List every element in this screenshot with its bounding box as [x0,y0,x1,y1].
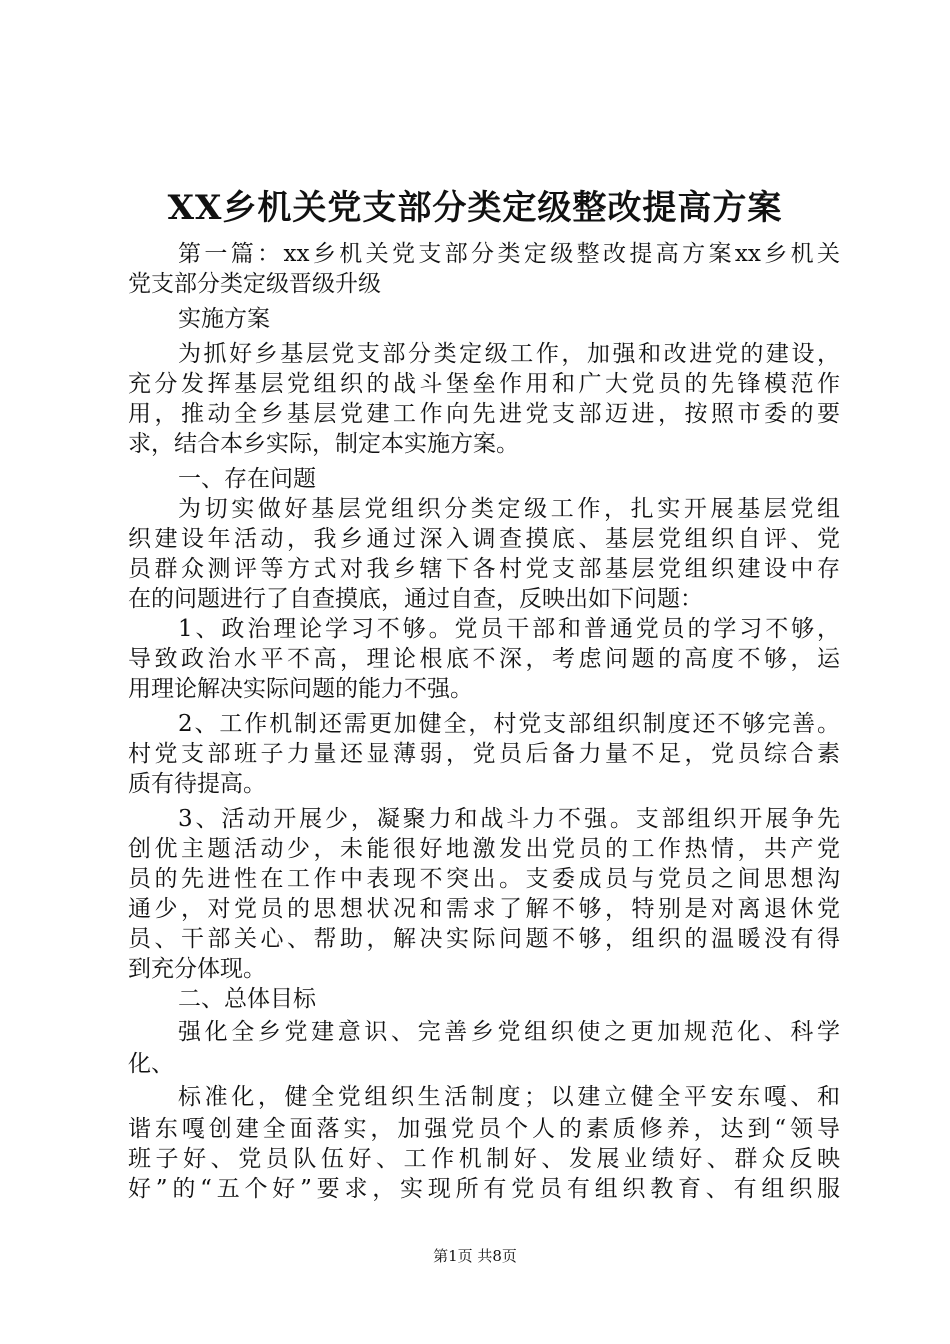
paragraph-line: 为切实做好基层党组织分类定级工作，扎实开展基层党组 [178,496,840,522]
page-title: XX乡机关党支部分类定级整改提高方案 [167,188,783,228]
paragraph-line: 充分发挥基层党组织的战斗堡垒作用和广大党员的先锋模范作 [128,371,840,397]
paragraph-line: 二、总体目标 [178,986,316,1012]
paragraph-line: 班子好、党员队伍好、工作机制好、发展业绩好、群众反映 [128,1146,840,1172]
paragraph-line: 员的先进性在工作中表现不突出。支委成员与党员之间思想沟 [128,866,840,892]
paragraph-line: 求，结合本乡实际，制定本实施方案。 [128,431,519,457]
paragraph-line: 好”的“五个好”要求，实现所有党员有组织教育、有组织服 [128,1176,840,1202]
paragraph-line: 导致政治水平不高，理论根底不深，考虑问题的高度不够，运 [128,646,840,672]
paragraph-line: 3、活动开展少，凝聚力和战斗力不强。支部组织开展争先 [178,806,840,832]
paragraph-line: 用，推动全乡基层党建工作向先进党支部迈进，按照市委的要 [128,401,840,427]
paragraph-line: 村党支部班子力量还显薄弱，党员后备力量不足，党员综合素 [128,741,840,767]
paragraph-line: 织建设年活动，我乡通过深入调查摸底、基层党组织自评、党 [128,526,840,552]
paragraph-line: 员、干部关心、帮助，解决实际问题不够，组织的温暖没有得 [128,926,840,952]
page-footer: 第1页 共8页 [433,1247,517,1265]
paragraph-line: 到充分体现。 [128,956,266,982]
paragraph-line: 2、工作机制还需更加健全，村党支部组织制度还不够完善。 [178,711,840,737]
paragraph-line: 第一篇：xx乡机关党支部分类定级整改提高方案xx乡机关 [178,241,840,267]
paragraph-line: 1、政治理论学习不够。党员干部和普通党员的学习不够， [178,616,840,642]
paragraph-line: 为抓好乡基层党支部分类定级工作，加强和改进党的建设， [178,341,840,367]
paragraph-line: 标准化，健全党组织生活制度；以建立健全平安东嘎、和 [178,1084,840,1110]
paragraph-line: 质有待提高。 [128,771,266,797]
paragraph-line: 用理论解决实际问题的能力不强。 [128,676,473,702]
paragraph-line: 谐东嘎创建全面落实，加强党员个人的素质修养，达到“领导 [128,1116,840,1142]
paragraph-line: 在的问题进行了自查摸底，通过自查，反映出如下问题： [128,586,703,612]
paragraph-line: 党支部分类定级晋级升级 [128,271,381,297]
paragraph-line: 员群众测评等方式对我乡辖下各村党支部基层党组织建设中存 [128,556,840,582]
paragraph-line: 实施方案 [178,306,270,332]
paragraph-line: 创优主题活动少，未能很好地激发出党员的工作热情，共产党 [128,836,840,862]
paragraph-line: 化、 [128,1051,174,1077]
paragraph-line: 通少，对党员的思想状况和需求了解不够，特别是对离退休党 [128,896,840,922]
paragraph-line: 强化全乡党建意识、完善乡党组织使之更加规范化、科学 [178,1019,840,1045]
paragraph-line: 一、存在问题 [178,466,316,492]
